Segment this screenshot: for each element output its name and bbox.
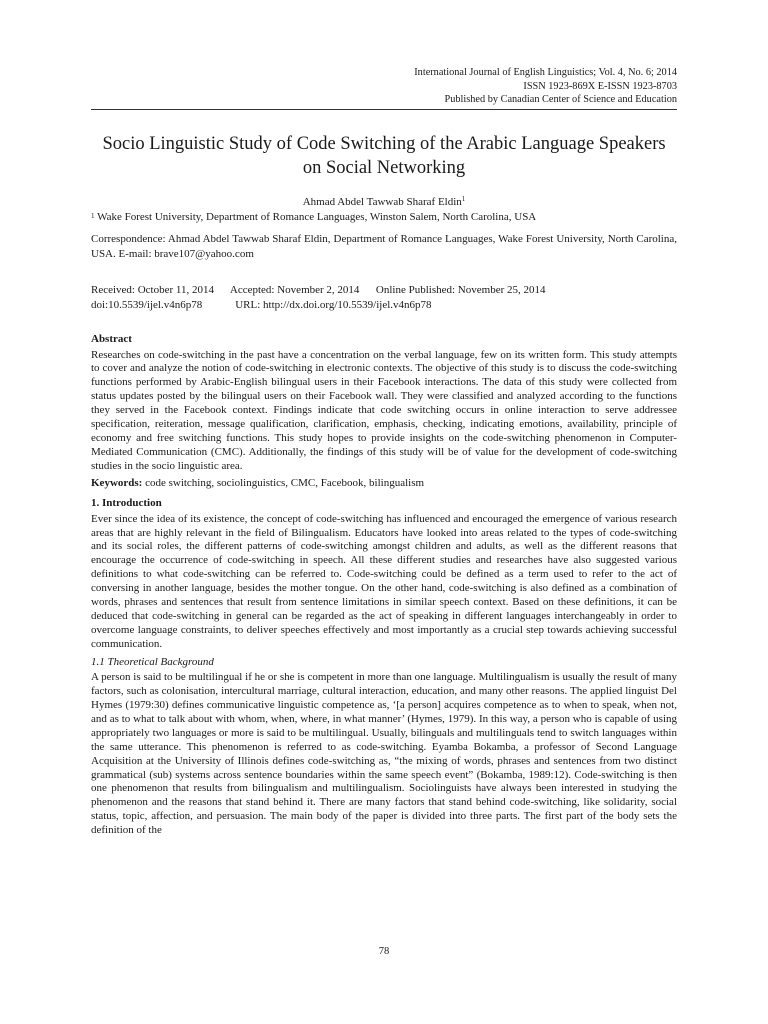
keywords-label: Keywords: [91,476,143,489]
received-date: Received: October 11, 2014 [91,284,214,296]
theoretical-background-text: A person is said to be multilingual if he or she is competent in more than one language. Multilingualism is usually the result of many factors, such as colonisation, intercultural marriage, cultural interaction, education, and many other reasons. The applied linguist Del Hymes (1979:30) defines communicative linguistic competence as, ‘[a person] acquires competence as to when to speak, when not, and as to what to talk about with whom, when, where, in what manner’ (Hymes, 1979). In this way, a person who is capable of using appropriately two languages or more is said to be multilingual. Usually, bilinguals and multilinguals tend to switch languages within the same utterance. This phenomenon is referred to as code-switching. Eyamba Bokamba, a professor of Second Language Acquisition at the University of Illinois defines code-switching as, “the mixing of words, phrases and sentences from two distinct grammatical (sub) systems across sentence boundaries within the same speech event” (Bokamba, 1989:12). Code-switching is then one phenomenon that results from bilingualism and multilingualism. Sociolinguists have always been interested in studying the phenomenon and the reasons that stand behind it. There are many factors that stand behind code-switching, like solidarity, social status, topic, affection, and persuasion. The main body of the paper is divided into three parts. The first part of the body sets the definition of the [91,671,677,837]
paper-page [91,66,677,838]
doi: doi:10.5539/ijel.v4n6p78 [91,298,203,311]
affiliation-sup: 1 [91,211,95,220]
theoretical-background-heading: 1.1 Theoretical Background [91,655,214,668]
journal-publisher: Published by Canadian Center of Science and Education [444,94,677,105]
abstract-text: Researches on code-switching in the past have a concentration on the verbal language, few on its written form. This study attempts to cover and analyze the notion of code-switching in electronic contexts. The objective of this study is to discuss the code-switching functions performed by Arabic-English bilingual users in their Facebook interactions. The data of this study were collected from status updates posted by the bilingual users on their Facebook wall. They were classified and analyzed according to the functions they served in the Facebook context. Findings indicate that code switching occurs in online interaction to serve addressee specification, reiteration, message qualification, clarification, emphasis, checking, indicating emotions, availability, principle of economy and free switching functions. This study hopes to provide insights on the code-switching phenomenon in Computer-Mediated Communication (CMC). Additionally, the findings of this study will be of value for the development of code-switching studies in the socio linguistic area. [91,348,677,472]
journal-header [91,66,677,107]
introduction-text: Ever since the idea of its existence, the concept of code-switching has influenced and encouraged the emergence of various research areas that are highly relevant in the field of Bilingualism. Educators have looked into areas related to the types of code-switching and its social roles, the different patterns of code-switching amongst children and adults, as well as the different reasons that encourage the occurrence of code-switching in speech. All these different studies and researches have also suggested various definitions to what code-switching can be referred to. Code-switching could be defined as a term used to refer to the act of conversing in another language, besides the mother tongue. On the other hand, code-switching is also defined as a combination of words, phrases and sentences that result from sentence limitations in similar speech context. Based on these definitions, it can be deduced that code-switching in general can be regarded as the act of speaking in different languages interchangeably in order to overcome language constraints, to deliver speeches effectively and most importantly as a crucial step towards achieving successful communication. [91,512,677,650]
publication-dates [91,283,677,312]
introduction-heading: 1. Introduction [91,497,162,510]
author-sup: 1 [461,194,466,203]
header-rule [91,109,677,110]
correspondence: Correspondence: Ahmad Abdel Tawwab Sharaf Eldin, Department of Romance Languages, Wake Forest University, North Carolina, USA. E-mail: brave107@yahoo.com [91,233,677,260]
journal-issn: ISSN 1923-869X E-ISSN 1923-8703 [523,80,677,92]
author-line [91,196,677,208]
abstract-heading: Abstract [91,333,132,345]
author-name: Ahmad Abdel Tawwab Sharaf Eldin [302,195,462,208]
published-date: Online Published: November 25, 2014 [375,284,546,296]
affiliation [91,210,677,225]
accepted-date: Accepted: November 2, 2014 [229,284,360,296]
doi-url: URL: http://dx.doi.org/10.5539/ijel.v4n6p78 [235,298,432,311]
page-number: 78 [378,946,390,957]
keywords [91,476,677,491]
affiliation-text: Wake Forest University, Department of Romance Languages, Winston Salem, North Carolina, USA [97,210,537,223]
journal-name: International Journal of English Linguistics; Vol. 4, No. 6; 2014 [414,67,677,78]
paper-title: Socio Linguistic Study of Code Switching of the Arabic Language Speakers on Social Networking [102,133,666,178]
keywords-text: code switching, sociolinguistics, CMC, Facebook, bilingualism [145,476,425,489]
